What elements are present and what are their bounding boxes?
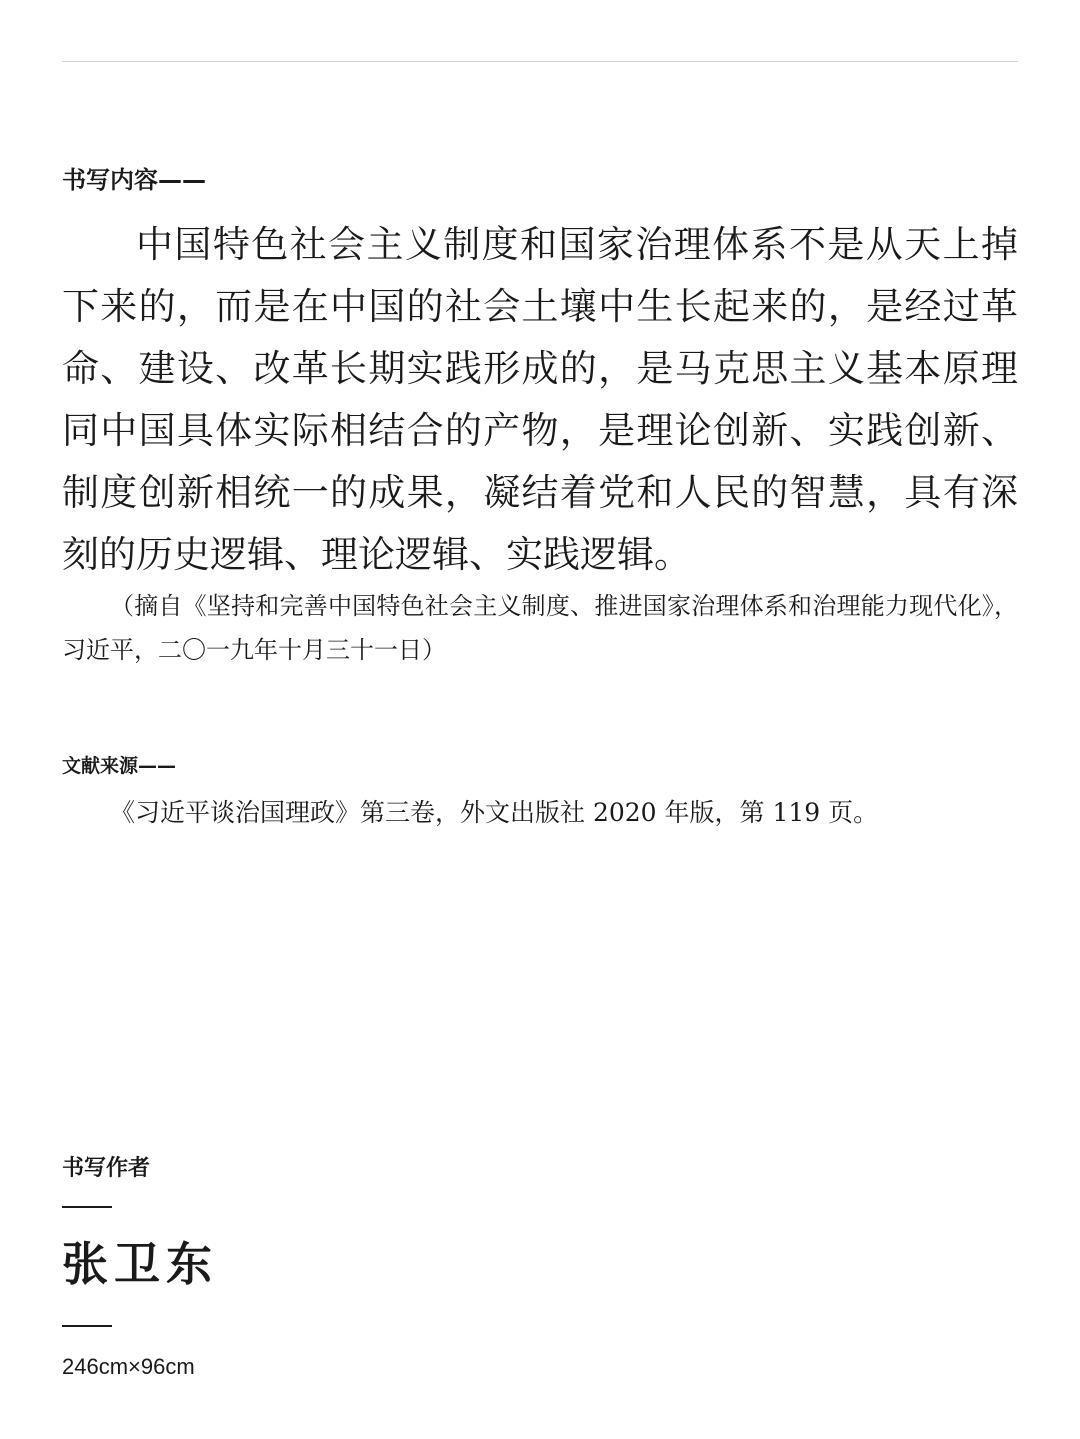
excerpt-citation: （摘自《坚持和完善中国特色社会主义制度、推进国家治理体系和治理能力现代化》，习近平，二〇一九年十月三十一日） <box>62 592 1018 664</box>
source-label: 文献来源—— <box>62 755 177 777</box>
top-divider <box>62 61 1018 62</box>
author-divider-bottom <box>62 1325 112 1327</box>
artwork-dimensions: 246cm×96cm <box>62 1354 195 1379</box>
source-text: 《习近平谈治国理政》第三卷，外文出版社 2020 年版，第 119 页。 <box>110 798 879 827</box>
writing-content-body: 中国特色社会主义制度和国家治理体系不是从天上掉下来的，而是在中国的社会土壤中生长起来的，是经过革命、建设、改革长期实践形成的，是马克思主义基本原理同中国具体实际相结合的产物，是理论创新、实践创新、制度创新相统一的成果，凝结着党和人民的智慧，具有深刻的历史逻辑、理论逻辑、实践逻辑。 <box>62 223 1018 576</box>
author-label: 书写作者 <box>62 1156 151 1181</box>
author-divider-top <box>62 1206 112 1208</box>
author-name: 张卫东 <box>62 1237 218 1291</box>
writing-content-label: 书写内容—— <box>62 166 206 194</box>
